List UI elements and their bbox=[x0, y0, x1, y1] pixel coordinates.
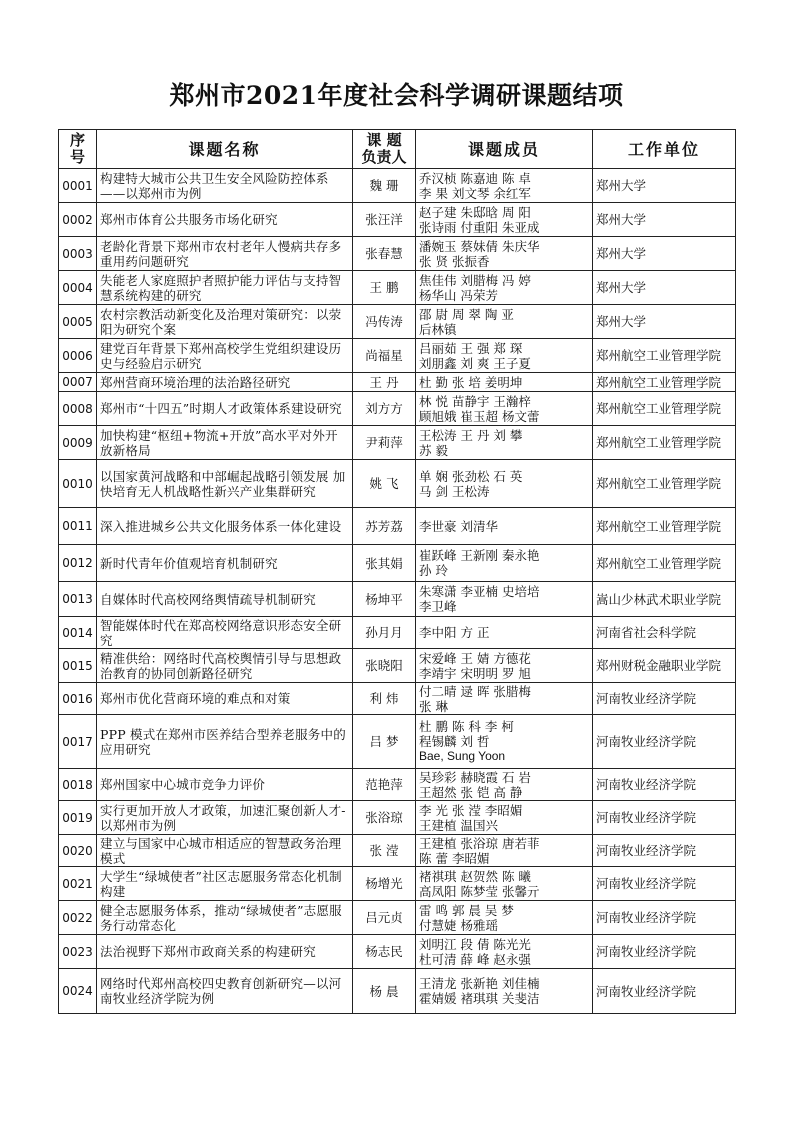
project-leader: 尹莉萍 bbox=[353, 426, 416, 460]
project-number: 0007 bbox=[59, 373, 97, 392]
project-members: 李世豪 刘清华 bbox=[416, 508, 593, 545]
work-unit: 郑州航空工业管理学院 bbox=[593, 460, 736, 508]
work-unit: 郑州航空工业管理学院 bbox=[593, 339, 736, 373]
project-title: 深入推进城乡公共文化服务体系一体化建设 bbox=[97, 508, 353, 545]
work-unit: 郑州大学 bbox=[593, 169, 736, 203]
project-members: 李 光 张 滢 李昭媚 王建植 温国兴 bbox=[416, 801, 593, 835]
header-unit: 工作单位 bbox=[593, 130, 736, 169]
table-row bbox=[59, 392, 736, 426]
table-row bbox=[59, 373, 736, 392]
project-number: 0023 bbox=[59, 935, 97, 969]
project-title: 郑州国家中心城市竞争力评价 bbox=[97, 769, 353, 801]
project-title: 以国家黄河战略和中部崛起战略引领发展 加快培育无人机战略性新兴产业集群研究 bbox=[97, 460, 353, 508]
work-unit: 河南牧业经济学院 bbox=[593, 835, 736, 867]
table-row bbox=[59, 426, 736, 460]
project-members bbox=[416, 715, 593, 769]
work-unit: 河南牧业经济学院 bbox=[593, 715, 736, 769]
table-row bbox=[59, 935, 736, 969]
project-leader: 张 滢 bbox=[353, 835, 416, 867]
project-members: 吕丽茹 王 强 郑 琛 刘朋鑫 刘 爽 王子夏 bbox=[416, 339, 593, 373]
table-row bbox=[59, 545, 736, 582]
table-row bbox=[59, 460, 736, 508]
project-members: 宋爱峰 王 婧 方德花 李靖宇 宋明明 罗 旭 bbox=[416, 649, 593, 683]
project-number: 0015 bbox=[59, 649, 97, 683]
table-row bbox=[59, 901, 736, 935]
project-members: 王清龙 张新艳 刘佳楠 霍婧媛 褚琪琪 关斐洁 bbox=[416, 969, 593, 1014]
table-row bbox=[59, 683, 736, 715]
project-title: 郑州市体育公共服务市场化研究 bbox=[97, 203, 353, 237]
project-title: 健全志愿服务体系，推动“绿城使者”志愿服务行动常态化 bbox=[97, 901, 353, 935]
project-title: 农村宗教活动新变化及治理对策研究：以荥阳为研究个案 bbox=[97, 305, 353, 339]
project-members: 吴珍彩 赫晓霞 石 岩 王超然 张 铠 高 静 bbox=[416, 769, 593, 801]
project-title: 老龄化背景下郑州市农村老年人慢病共存多重用药问题研究 bbox=[97, 237, 353, 271]
project-title: 法治视野下郑州市政商关系的构建研究 bbox=[97, 935, 353, 969]
project-number: 0018 bbox=[59, 769, 97, 801]
table-row bbox=[59, 237, 736, 271]
work-unit: 河南牧业经济学院 bbox=[593, 935, 736, 969]
project-leader: 吕 梦 bbox=[353, 715, 416, 769]
table-row bbox=[59, 769, 736, 801]
project-leader: 刘方方 bbox=[353, 392, 416, 426]
project-members: 褚祺琪 赵贺然 陈 曦 高凤阳 陈梦莹 张馨亓 bbox=[416, 867, 593, 901]
table-header-row bbox=[59, 130, 736, 169]
project-number: 0019 bbox=[59, 801, 97, 835]
project-number: 0014 bbox=[59, 617, 97, 649]
header-leader: 课 题 负责人 bbox=[353, 130, 416, 169]
table-row bbox=[59, 969, 736, 1014]
project-number: 0004 bbox=[59, 271, 97, 305]
project-leader: 杨 晨 bbox=[353, 969, 416, 1014]
project-title: 新时代青年价值观培育机制研究 bbox=[97, 545, 353, 582]
project-members-extra: Bae, Sung Yoon bbox=[419, 749, 506, 763]
project-leader: 吕元贞 bbox=[353, 901, 416, 935]
work-unit: 河南牧业经济学院 bbox=[593, 769, 736, 801]
project-title: 智能媒体时代在郑高校网络意识形态安全研究 bbox=[97, 617, 353, 649]
table-row bbox=[59, 617, 736, 649]
project-leader: 王 鹏 bbox=[353, 271, 416, 305]
header-name: 课题名称 bbox=[97, 130, 353, 169]
project-members: 王松涛 王 丹 刘 攀 苏 毅 bbox=[416, 426, 593, 460]
table-body bbox=[59, 169, 736, 1014]
table-row bbox=[59, 339, 736, 373]
project-leader: 张春慧 bbox=[353, 237, 416, 271]
project-members: 朱寒潇 李亚楠 史培培 李卫峰 bbox=[416, 582, 593, 617]
work-unit: 郑州航空工业管理学院 bbox=[593, 508, 736, 545]
project-number: 0024 bbox=[59, 969, 97, 1014]
table-row bbox=[59, 835, 736, 867]
project-number: 0012 bbox=[59, 545, 97, 582]
work-unit: 河南牧业经济学院 bbox=[593, 901, 736, 935]
project-number: 0001 bbox=[59, 169, 97, 203]
header-no: 序 号 bbox=[59, 130, 97, 169]
work-unit: 河南牧业经济学院 bbox=[593, 683, 736, 715]
project-title: 失能老人家庭照护者照护能力评估与支持智慧系统构建的研究 bbox=[97, 271, 353, 305]
project-leader: 杨志民 bbox=[353, 935, 416, 969]
project-title: 实行更加开放人才政策，加速汇聚创新人才-以郑州市为例 bbox=[97, 801, 353, 835]
project-number: 0021 bbox=[59, 867, 97, 901]
project-title: 精准供给：网络时代高校舆情引导与思想政治教育的协同创新路径研究 bbox=[97, 649, 353, 683]
project-number: 0020 bbox=[59, 835, 97, 867]
table-row bbox=[59, 508, 736, 545]
project-leader: 杨坤平 bbox=[353, 582, 416, 617]
project-leader: 张晓阳 bbox=[353, 649, 416, 683]
project-title: 郑州市“十四五”时期人才政策体系建设研究 bbox=[97, 392, 353, 426]
project-number: 0006 bbox=[59, 339, 97, 373]
table-row bbox=[59, 203, 736, 237]
project-members: 雷 鸣 郭 晨 吴 梦 付慧婕 杨雅瑶 bbox=[416, 901, 593, 935]
work-unit: 郑州财税金融职业学院 bbox=[593, 649, 736, 683]
project-leader: 利 炜 bbox=[353, 683, 416, 715]
work-unit: 郑州大学 bbox=[593, 271, 736, 305]
work-unit: 郑州大学 bbox=[593, 237, 736, 271]
project-members: 邵 尉 周 翠 陶 亚 后林镇 bbox=[416, 305, 593, 339]
project-members-text: 杜 鹏 陈 科 李 柯 程锡麟 刘 哲 bbox=[419, 719, 514, 749]
project-leader: 张其娟 bbox=[353, 545, 416, 582]
work-unit: 郑州大学 bbox=[593, 305, 736, 339]
project-title: 建立与国家中心城市相适应的智慧政务治理模式 bbox=[97, 835, 353, 867]
project-leader: 杨增光 bbox=[353, 867, 416, 901]
project-number: 0008 bbox=[59, 392, 97, 426]
project-leader: 魏 珊 bbox=[353, 169, 416, 203]
project-number: 0011 bbox=[59, 508, 97, 545]
work-unit: 郑州航空工业管理学院 bbox=[593, 545, 736, 582]
project-leader: 张汪洋 bbox=[353, 203, 416, 237]
table-row bbox=[59, 271, 736, 305]
project-number: 0002 bbox=[59, 203, 97, 237]
project-title: 网络时代郑州高校四史教育创新研究—以河南牧业经济学院为例 bbox=[97, 969, 353, 1014]
table-row bbox=[59, 801, 736, 835]
project-members: 刘明江 段 倩 陈光光 杜可清 薛 峰 赵永强 bbox=[416, 935, 593, 969]
work-unit: 河南省社会科学院 bbox=[593, 617, 736, 649]
project-members: 王建植 张浴琼 唐若菲 陈 蕾 李昭媚 bbox=[416, 835, 593, 867]
project-title: PPP 模式在郑州市医养结合型养老服务中的应用研究 bbox=[97, 715, 353, 769]
work-unit: 郑州航空工业管理学院 bbox=[593, 426, 736, 460]
project-members: 乔汉桢 陈嘉迪 陈 卓 李 果 刘文琴 余红军 bbox=[416, 169, 593, 203]
project-leader: 冯传涛 bbox=[353, 305, 416, 339]
results-table bbox=[58, 129, 736, 1014]
project-leader: 张浴琼 bbox=[353, 801, 416, 835]
project-number: 0017 bbox=[59, 715, 97, 769]
page-title: 郑州市2021年度社会科学调研课题结项 bbox=[169, 81, 624, 110]
project-leader: 范艳萍 bbox=[353, 769, 416, 801]
project-number: 0009 bbox=[59, 426, 97, 460]
project-title: 郑州市优化营商环境的难点和对策 bbox=[97, 683, 353, 715]
project-number: 0022 bbox=[59, 901, 97, 935]
project-members: 林 悦 苗静宇 王瀚梓 顾旭娥 崔玉超 杨文蕾 bbox=[416, 392, 593, 426]
table-row bbox=[59, 867, 736, 901]
project-leader: 王 丹 bbox=[353, 373, 416, 392]
project-number: 0010 bbox=[59, 460, 97, 508]
project-members: 赵子建 朱邸晗 周 阳 张诗雨 付重阳 朱亚成 bbox=[416, 203, 593, 237]
work-unit: 嵩山少林武术职业学院 bbox=[593, 582, 736, 617]
project-title: 自媒体时代高校网络舆情疏导机制研究 bbox=[97, 582, 353, 617]
work-unit: 河南牧业经济学院 bbox=[593, 801, 736, 835]
project-members: 崔跃峰 王新刚 秦永艳 孙 玲 bbox=[416, 545, 593, 582]
project-leader: 苏芳荔 bbox=[353, 508, 416, 545]
project-number: 0003 bbox=[59, 237, 97, 271]
project-title: 加快构建“枢纽+物流+开放”高水平对外开放新格局 bbox=[97, 426, 353, 460]
project-members: 杜 勤 张 培 姜明坤 bbox=[416, 373, 593, 392]
project-members: 付二晴 逯 晖 张腊梅 张 琳 bbox=[416, 683, 593, 715]
table-row bbox=[59, 715, 736, 769]
project-number: 0013 bbox=[59, 582, 97, 617]
header-members: 课题成员 bbox=[416, 130, 593, 169]
project-members: 焦佳伟 刘腊梅 冯 婷 杨华山 冯荣芳 bbox=[416, 271, 593, 305]
project-title: 建党百年背景下郑州高校学生党组织建设历史与经验启示研究 bbox=[97, 339, 353, 373]
project-title: 郑州营商环境治理的法治路径研究 bbox=[97, 373, 353, 392]
table-row bbox=[59, 649, 736, 683]
project-title: 构建特大城市公共卫生安全风险防控体系——以郑州市为例 bbox=[97, 169, 353, 203]
project-title: 大学生“绿城使者”社区志愿服务常态化机制构建 bbox=[97, 867, 353, 901]
table-row bbox=[59, 169, 736, 203]
work-unit: 郑州航空工业管理学院 bbox=[593, 373, 736, 392]
project-members: 潘婉玉 蔡妹倩 朱庆华 张 贤 张振香 bbox=[416, 237, 593, 271]
work-unit: 郑州航空工业管理学院 bbox=[593, 392, 736, 426]
project-leader: 尚福星 bbox=[353, 339, 416, 373]
project-leader: 姚 飞 bbox=[353, 460, 416, 508]
work-unit: 郑州大学 bbox=[593, 203, 736, 237]
work-unit: 河南牧业经济学院 bbox=[593, 867, 736, 901]
table-row bbox=[59, 305, 736, 339]
work-unit: 河南牧业经济学院 bbox=[593, 969, 736, 1014]
project-members: 李中阳 方 正 bbox=[416, 617, 593, 649]
project-members: 单 娴 张劲松 石 英 马 剑 王松涛 bbox=[416, 460, 593, 508]
project-number: 0005 bbox=[59, 305, 97, 339]
project-leader: 孙月月 bbox=[353, 617, 416, 649]
project-number: 0016 bbox=[59, 683, 97, 715]
table-row bbox=[59, 582, 736, 617]
